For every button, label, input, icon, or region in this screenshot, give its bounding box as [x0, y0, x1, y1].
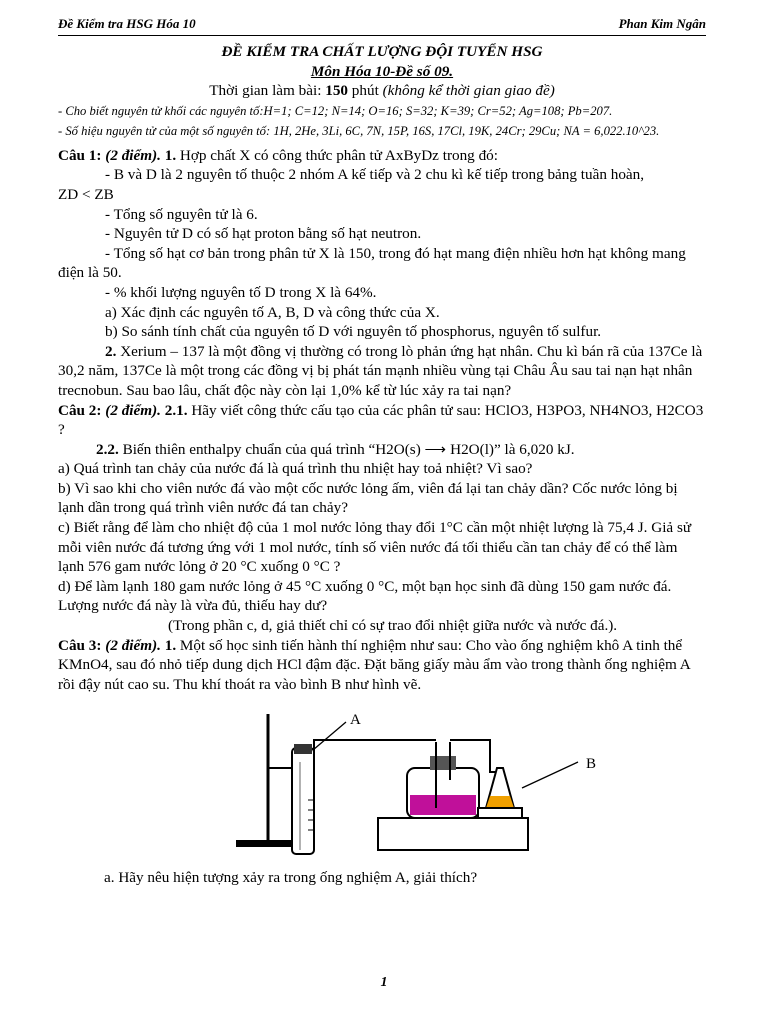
apparatus-figure: [0, 700, 768, 860]
q1-bullet-5: - % khối lượng nguyên tố D trong X là 64%.: [105, 283, 377, 301]
q1-part-b: b) So sánh tính chất của nguyên tố D với nguyên tố phosphorus, nguyên tố sulfur.: [105, 323, 602, 341]
q2-part-d: d) Để làm lạnh 180 gam nước lỏng ở 45 °C xuống 0 °C, một bạn học sinh đã dùng 150 gam nước đá. Lượng nước đá này là vừa đủ, thiếu hay dư?: [58, 577, 672, 615]
q2-note: (Trong phần c, d, giả thiết chỉ có sự trao đổi nhiệt giữa nước và nước đá.).: [168, 617, 618, 635]
exam-title: ĐỀ KIỂM TRA CHẤT LƯỢNG ĐỘI TUYỂN HSG: [221, 43, 543, 60]
label-b-pointer: [522, 762, 578, 788]
q2-part-2-1: Hãy viết công thức cấu tạo của các phân tử sau: HClO3, H3PO3, NH4NO3, H2CO3 ?: [58, 401, 704, 439]
tube-a: [292, 748, 314, 854]
q2-header: Câu 2: (2 điểm). 2.1. Hãy viết công thức cấu tạo của các phân tử sau: HClO3, H3PO3, NH4NO3, H2CO3 ?: [58, 401, 704, 439]
apparatus-diagram: [0, 700, 768, 860]
q3-points: (2 điểm).: [105, 636, 161, 654]
q3-intro: Một số học sinh tiến hành thí nghiệm như sau: Cho vào ống nghiệm khô A tinh thể KMnO4, sau đó nhỏ tiếp dung dịch HCl đậm đặc. Đặt băng giấy màu ẩm vào trong thành ống nghiệm A rồi đậy nút cao su. Thu khí thoát ra vào bình B như hình vẽ.: [58, 636, 690, 693]
q1-bullet-1-compare: ZD < ZB: [58, 185, 114, 203]
q2-part-2-2: 2.2. Biến thiên enthalpy chuẩn của quá trình “H2O(s) ⟶ H2O(l)” là 6,020 kJ.: [96, 440, 575, 458]
page-number: 1: [380, 975, 388, 990]
header-right: Phan Kim Ngân: [618, 16, 706, 31]
q1-bullet-3: - Nguyên tử D có số hạt proton bằng số hạt neutron.: [105, 225, 422, 243]
q3-part-a: a. Hãy nêu hiện tượng xảy ra trong ống nghiệm A, giải thích?: [104, 869, 478, 887]
header-left: Đề Kiểm tra HSG Hóa 10: [58, 16, 196, 31]
q1-points: (2 điểm).: [105, 146, 161, 164]
liquid: [410, 795, 476, 815]
q1-intro: Hợp chất X có công thức phân tử AxByDz trong đó:: [179, 146, 498, 164]
q1-label: Câu 1:: [58, 146, 102, 164]
flask-b-content: [486, 796, 514, 808]
delivery-tube-1: [314, 740, 436, 752]
q3-label: Câu 3:: [58, 636, 102, 654]
exam-time: Thời gian làm bài: 150 phút (không kể thời gian giao đề): [209, 82, 555, 100]
label-b: B: [586, 756, 597, 773]
q1-bullet-2: - Tổng số nguyên tử là 6.: [105, 205, 258, 223]
q1-part-a: a) Xác định các nguyên tố A, B, D và công thức của X.: [105, 303, 440, 321]
q2-points: (2 điểm).: [105, 401, 161, 419]
atomic-number-note: - Số hiệu nguyên tử của một số nguyên tố: 1H, 2He, 3Li, 6C, 7N, 15P, 16S, 17Cl, 19K, 24Cr; 29Cu; NA = 6,022.10^23.: [58, 123, 660, 138]
q2-label: Câu 2:: [58, 401, 102, 419]
exam-subtitle: Môn Hóa 10-Đề số 09.: [310, 62, 454, 80]
atomic-mass-note: - Cho biết nguyên tử khối các nguyên tố:H=1; C=12; N=14; O=16; S=32; K=39; Cr=52; Ag=108; Pb=207.: [58, 103, 613, 118]
q1-bullet-4: - Tổng số hạt cơ bản trong phân tử X là 150, trong đó hạt mang điện nhiều hơn hạt không mang điện là 50.: [58, 244, 686, 282]
q2-part-a: a) Quá trình tan chảy của nước đá là quá trình thu nhiệt hay toả nhiệt? Vì sao?: [58, 460, 533, 478]
table: [378, 818, 528, 850]
flask-b-stand: [478, 808, 522, 818]
document-body: [58, 40, 706, 888]
header-divider: [58, 35, 706, 36]
q2-part-c: c) Biết rằng để làm cho nhiệt độ của 1 mol nước lỏng thay đổi 1°C cần một nhiệt lượng là 75,4 J. Giả sử mỗi viên nước đá tương ứng với 1 mol nước, tính số viên nước đá tối thiểu cần tan chảy để có thể làm lạnh 576 gam nước lỏng ở 20 °C xuống 0 °C ?: [58, 519, 692, 576]
q1-header: Câu 1: (2 điểm). 1. Hợp chất X có công thức phân tử AxByDz trong đó:: [58, 146, 498, 164]
bottle-stopper: [430, 756, 456, 770]
label-a-pointer: [313, 722, 346, 750]
label-a: A: [350, 712, 361, 729]
tube-a-stopper: [294, 744, 312, 754]
q1-part-2: 2. Xerium – 137 là một đồng vị thường có trong lò phản ứng hạt nhân. Chu kì bán rã của 137Ce là 30,2 năm, 137Ce là một trong các đồng vị bị phát tán mạnh nhiều vùng tại Châu Âu sau tai nạn hạt nhân trecnobun. Sau bao lâu, chất độc này còn lại 1,0% kể từ lúc xảy ra tai nạn?: [58, 342, 703, 399]
q2-part-b: b) Vì sao khi cho viên nước đá vào một cốc nước lỏng ấm, viên đá lại tan chảy dần? Cốc nước lỏng bị lạnh dần trong quá trình viên nước đá tan chảy?: [58, 479, 678, 517]
q3-header: Câu 3: (2 điểm). 1. Một số học sinh tiến hành thí nghiệm như sau: Cho vào ống nghiệm khô A tinh thể KMnO4, sau đó nhỏ tiếp dung dịch HCl đậm đặc. Đặt băng giấy màu ẩm vào trong thành ống nghiệm A rồi đậy nút cao su. Thu khí thoát ra vào bình B như hình vẽ.: [58, 636, 690, 693]
q1-bullet-1: - B và D là 2 nguyên tố thuộc 2 nhóm A kế tiếp và 2 chu kì kế tiếp trong bảng tuần hoàn,: [105, 166, 645, 184]
